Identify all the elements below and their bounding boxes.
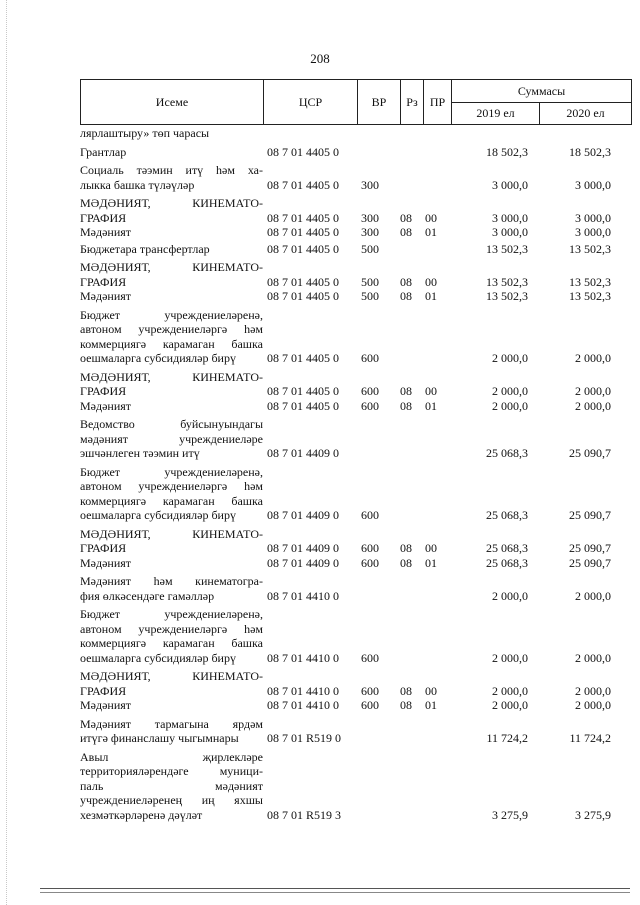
row-name-line: хезмәткәрләренә дәүләт bbox=[80, 807, 203, 822]
row-amount-2019: 25 068,3 bbox=[486, 541, 528, 555]
row-name-line: мәдәният учреждениеләре bbox=[80, 431, 263, 446]
row-amount-2020: 3 275,9 bbox=[575, 807, 611, 822]
row-name-line: Бюджет учреждениеләренә, bbox=[80, 607, 263, 621]
row-rz: 08 bbox=[400, 289, 412, 303]
row-amount-2020: 18 502,3 bbox=[569, 144, 611, 159]
row-amount-2020: 25 090,7 bbox=[569, 541, 611, 555]
row-csr: 08 7 01 4410 0 bbox=[267, 650, 339, 665]
row-vr: 600 bbox=[361, 351, 379, 365]
row-amount-2019: 3 275,9 bbox=[492, 807, 528, 822]
row-name-line: ГРАФИЯ bbox=[80, 274, 127, 289]
table-row bbox=[80, 607, 631, 665]
header-name: Исеме bbox=[81, 80, 264, 125]
row-amount-2020: 25 090,7 bbox=[569, 446, 611, 460]
row-name bbox=[80, 417, 263, 461]
row-name-line: учреждениеләренең иң яхшы bbox=[80, 793, 263, 807]
table-row bbox=[80, 574, 631, 603]
table-row bbox=[80, 527, 631, 556]
row-name-line: паль мәдәният bbox=[80, 778, 263, 793]
row-amount-2019: 2 000,0 bbox=[492, 398, 528, 413]
row-rz: 08 bbox=[400, 683, 412, 698]
row-pr: 01 bbox=[425, 398, 437, 413]
table-row bbox=[80, 289, 631, 304]
row-name-line: Грантлар bbox=[80, 144, 127, 159]
row-name bbox=[80, 260, 263, 289]
row-pr: 01 bbox=[425, 225, 437, 239]
row-vr: 600 bbox=[361, 398, 379, 413]
row-name-line: лярлаштыру» төп чарасы bbox=[80, 126, 210, 140]
row-amount-2019: 2 000,0 bbox=[492, 698, 528, 712]
row-vr: 300 bbox=[361, 210, 379, 225]
row-amount-2020: 2 000,0 bbox=[575, 698, 611, 712]
row-rz: 08 bbox=[400, 541, 412, 555]
row-amount-2020: 11 724,2 bbox=[569, 731, 611, 745]
table-row bbox=[80, 698, 631, 713]
row-name bbox=[80, 289, 263, 304]
row-amount-2019: 2 000,0 bbox=[492, 683, 528, 698]
row-name bbox=[80, 465, 263, 523]
row-rz: 08 bbox=[400, 555, 412, 570]
row-csr: 08 7 01 4410 0 bbox=[267, 588, 339, 603]
row-amount-2019: 11 724,2 bbox=[486, 731, 528, 745]
row-csr: 08 7 01 4405 0 bbox=[267, 274, 339, 289]
table-row bbox=[80, 126, 631, 141]
row-vr: 600 bbox=[361, 508, 379, 522]
row-name-line: Авыл җирлекләре bbox=[80, 749, 263, 764]
row-csr: 08 7 01 4405 0 bbox=[267, 210, 339, 225]
row-csr: 08 7 01 4405 0 bbox=[267, 177, 339, 192]
row-pr: 00 bbox=[425, 541, 437, 555]
table-row bbox=[80, 163, 631, 192]
row-name-line: Мәдәният тармагына ярдәм bbox=[80, 716, 263, 731]
row-name bbox=[80, 225, 263, 240]
row-amount-2019: 25 068,3 bbox=[486, 555, 528, 570]
row-name-line: Мәдәният bbox=[80, 398, 132, 413]
page-number: 208 bbox=[310, 51, 330, 66]
row-amount-2019: 2 000,0 bbox=[492, 650, 528, 665]
row-name bbox=[80, 750, 263, 823]
row-amount-2020: 3 000,0 bbox=[575, 225, 611, 239]
row-csr: 08 7 01 R519 0 bbox=[267, 731, 342, 745]
row-name bbox=[80, 196, 263, 225]
row-csr: 08 7 01 4409 0 bbox=[267, 541, 339, 555]
row-vr: 500 bbox=[361, 274, 379, 289]
header-csr: ЦСР bbox=[264, 80, 358, 125]
row-amount-2020: 13 502,3 bbox=[569, 274, 611, 289]
row-name-line: Мәдәният bbox=[80, 225, 132, 239]
row-name-line: территорияләрендәге муници- bbox=[80, 764, 263, 778]
row-rz: 08 bbox=[400, 225, 412, 239]
row-name bbox=[80, 308, 263, 366]
row-rz: 08 bbox=[400, 210, 412, 225]
row-rz: 08 bbox=[400, 274, 412, 289]
table-row bbox=[80, 260, 631, 289]
row-name bbox=[80, 163, 263, 192]
header-year-2020: 2020 ел bbox=[540, 103, 632, 125]
row-name-line: фия өлкәсендәге гамәлләр bbox=[80, 588, 215, 603]
row-name-line: коммерциягә карамаган башка bbox=[80, 636, 263, 650]
table-row bbox=[80, 717, 631, 746]
row-name-line: Мәдәният bbox=[80, 698, 132, 712]
row-name bbox=[80, 717, 263, 746]
row-pr: 01 bbox=[425, 698, 437, 712]
row-amount-2019: 2 000,0 bbox=[492, 351, 528, 365]
row-amount-2019: 18 502,3 bbox=[486, 144, 528, 159]
row-rz: 08 bbox=[400, 698, 412, 712]
table-row bbox=[80, 556, 631, 571]
row-name-line: автоном учреждениеләргә һәм bbox=[80, 322, 263, 336]
table-row bbox=[80, 669, 631, 698]
table-row bbox=[80, 750, 631, 823]
row-amount-2020: 25 090,7 bbox=[569, 555, 611, 570]
row-pr: 01 bbox=[425, 555, 437, 570]
row-vr: 600 bbox=[361, 650, 379, 665]
row-name-line: Бюджет учреждениеләренә, bbox=[80, 307, 263, 322]
margin-dotted-line bbox=[6, 0, 7, 905]
table-body bbox=[80, 126, 631, 822]
row-name bbox=[80, 242, 263, 257]
row-name bbox=[80, 527, 263, 556]
row-csr: 08 7 01 4409 0 bbox=[267, 446, 339, 460]
row-amount-2019: 13 502,3 bbox=[486, 241, 528, 256]
row-amount-2019: 13 502,3 bbox=[486, 274, 528, 289]
row-rz: 08 bbox=[400, 384, 412, 398]
row-csr: 08 7 01 4405 0 bbox=[267, 241, 339, 256]
header-year-2019: 2019 ел bbox=[452, 103, 540, 125]
row-name-line: Ведомство буйсынуындагы bbox=[80, 417, 263, 431]
row-name-line: лыкка башка түләүләр bbox=[80, 177, 195, 192]
row-vr: 600 bbox=[361, 555, 379, 570]
row-name-line: оешмаларга субсидияләр бирү bbox=[80, 650, 236, 665]
row-vr: 600 bbox=[361, 384, 379, 398]
header-vr: ВР bbox=[358, 80, 401, 125]
row-amount-2020: 2 000,0 bbox=[575, 351, 611, 365]
bottom-rule bbox=[40, 888, 630, 889]
row-pr: 00 bbox=[425, 210, 437, 225]
row-name-line: оешмаларга субсидияләр бирү bbox=[80, 508, 236, 522]
row-name-line: автоном учреждениеләргә һәм bbox=[80, 479, 263, 493]
row-name bbox=[80, 556, 263, 571]
table-row bbox=[80, 399, 631, 414]
row-vr: 600 bbox=[361, 541, 379, 555]
row-amount-2020: 13 502,3 bbox=[569, 289, 611, 303]
table-row bbox=[80, 465, 631, 523]
row-name bbox=[80, 574, 263, 603]
row-name-line: автоном учреждениеләргә һәм bbox=[80, 621, 263, 636]
row-csr: 08 7 01 4410 0 bbox=[267, 683, 339, 698]
header-sums: Суммасы bbox=[452, 80, 632, 103]
row-name bbox=[80, 669, 263, 698]
table-header bbox=[80, 79, 632, 125]
row-name-line: МӘДӘНИЯТ, КИНЕМАТО- bbox=[80, 369, 263, 384]
row-csr: 08 7 01 R519 3 bbox=[267, 807, 342, 822]
row-name-line: коммерциягә карамаган башка bbox=[80, 336, 263, 351]
row-name bbox=[80, 698, 263, 713]
row-csr: 08 7 01 4410 0 bbox=[267, 698, 339, 712]
row-vr: 300 bbox=[361, 177, 379, 192]
row-name-line: Социаль тәэмин итү һәм ха- bbox=[80, 163, 263, 177]
row-name-line: Мәдәният һәм кинематогра- bbox=[80, 574, 263, 588]
table-row bbox=[80, 225, 631, 240]
row-amount-2020: 2 000,0 bbox=[575, 384, 611, 398]
row-name-line: МӘДӘНИЯТ, КИНЕМАТО- bbox=[80, 260, 263, 274]
row-name-line: ГРАФИЯ bbox=[80, 541, 127, 555]
row-name bbox=[80, 126, 263, 141]
row-name bbox=[80, 370, 263, 399]
row-pr: 00 bbox=[425, 683, 437, 698]
row-name-line: ГРАФИЯ bbox=[80, 384, 127, 398]
table-row bbox=[80, 370, 631, 399]
row-name-line: Мәдәният bbox=[80, 555, 132, 570]
row-name-line: оешмаларга субсидияләр бирү bbox=[80, 351, 236, 365]
row-amount-2020: 2 000,0 bbox=[575, 588, 611, 603]
row-name bbox=[80, 399, 263, 414]
row-name-line: МӘДӘНИЯТ, КИНЕМАТО- bbox=[80, 526, 263, 541]
row-csr: 08 7 01 4405 0 bbox=[267, 144, 339, 159]
row-name-line: Мәдәният bbox=[80, 289, 132, 303]
row-amount-2020: 13 502,3 bbox=[569, 241, 611, 256]
row-amount-2019: 25 068,3 bbox=[486, 508, 528, 522]
row-amount-2020: 3 000,0 bbox=[575, 210, 611, 225]
row-vr: 300 bbox=[361, 225, 379, 239]
row-rz: 08 bbox=[400, 398, 412, 413]
row-csr: 08 7 01 4405 0 bbox=[267, 225, 339, 239]
table-row bbox=[80, 417, 631, 461]
header-pr: ПР bbox=[424, 80, 452, 125]
row-name-line: Бюджет учреждениеләренә, bbox=[80, 464, 263, 479]
row-csr: 08 7 01 4409 0 bbox=[267, 508, 339, 522]
row-name-line: Бюджетара трансфертлар bbox=[80, 241, 210, 256]
row-amount-2019: 3 000,0 bbox=[492, 225, 528, 239]
row-name-line: МӘДӘНИЯТ, КИНЕМАТО- bbox=[80, 669, 263, 683]
table-row bbox=[80, 145, 631, 160]
table-row bbox=[80, 242, 631, 257]
row-csr: 08 7 01 4405 0 bbox=[267, 351, 339, 365]
row-vr: 500 bbox=[361, 289, 379, 303]
row-amount-2020: 2 000,0 bbox=[575, 683, 611, 698]
row-amount-2019: 2 000,0 bbox=[492, 588, 528, 603]
table-row bbox=[80, 308, 631, 366]
row-vr: 500 bbox=[361, 241, 379, 256]
row-amount-2019: 3 000,0 bbox=[492, 177, 528, 192]
row-amount-2020: 25 090,7 bbox=[569, 508, 611, 522]
row-amount-2020: 2 000,0 bbox=[575, 398, 611, 413]
header-rz: Рз bbox=[401, 80, 424, 125]
row-name-line: эшчәнлеген тәэмин итү bbox=[80, 446, 200, 460]
row-amount-2019: 13 502,3 bbox=[486, 289, 528, 303]
row-amount-2019: 2 000,0 bbox=[492, 384, 528, 398]
row-pr: 01 bbox=[425, 289, 437, 303]
row-csr: 08 7 01 4405 0 bbox=[267, 384, 339, 398]
row-name-line: итүгә финанслашу чыгымнары bbox=[80, 731, 239, 745]
table-row bbox=[80, 196, 631, 225]
row-amount-2020: 3 000,0 bbox=[575, 177, 611, 192]
row-name-line: ГРАФИЯ bbox=[80, 683, 127, 698]
row-vr: 600 bbox=[361, 683, 379, 698]
row-amount-2020: 2 000,0 bbox=[575, 650, 611, 665]
row-amount-2019: 25 068,3 bbox=[486, 446, 528, 460]
row-vr: 600 bbox=[361, 698, 379, 712]
row-csr: 08 7 01 4405 0 bbox=[267, 289, 339, 303]
bottom-rule-2 bbox=[40, 892, 630, 893]
row-csr: 08 7 01 4409 0 bbox=[267, 555, 339, 570]
row-pr: 00 bbox=[425, 384, 437, 398]
row-name-line: МӘДӘНИЯТ, КИНЕМАТО- bbox=[80, 196, 263, 210]
row-name-line: коммерциягә карамаган башка bbox=[80, 493, 263, 508]
row-name bbox=[80, 607, 263, 665]
row-csr: 08 7 01 4405 0 bbox=[267, 398, 339, 413]
row-amount-2019: 3 000,0 bbox=[492, 210, 528, 225]
row-name-line: ГРАФИЯ bbox=[80, 210, 127, 225]
row-pr: 00 bbox=[425, 274, 437, 289]
row-name bbox=[80, 145, 263, 160]
